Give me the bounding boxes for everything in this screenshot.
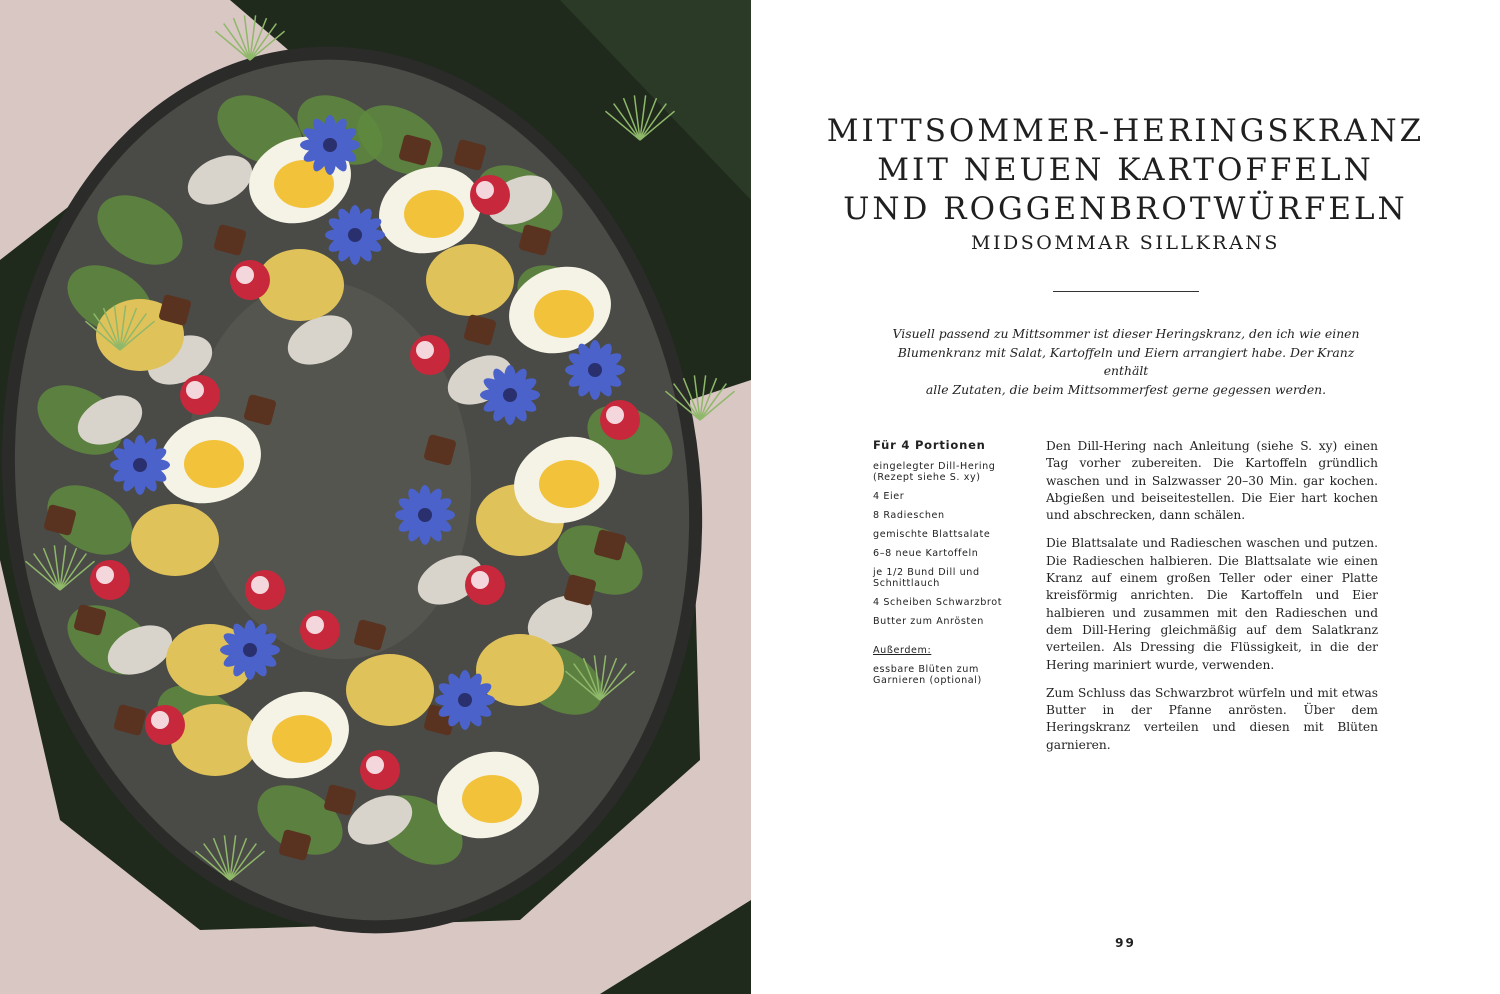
ingredient-item: 6–8 neue Kartoffeln bbox=[873, 548, 979, 559]
cornflower-center bbox=[503, 388, 517, 402]
title-line-1: MITTSOMMER-HERINGSKRANZ bbox=[826, 113, 1425, 149]
egg-yolk bbox=[404, 190, 464, 238]
potato bbox=[131, 504, 219, 576]
cornflower-center bbox=[323, 138, 337, 152]
ingredient-item: 8 Radieschen bbox=[873, 510, 945, 521]
ingredient-item: 4 Eier bbox=[873, 491, 905, 502]
cornflower-center bbox=[133, 458, 147, 472]
radish-cut bbox=[251, 576, 269, 594]
ingredient-item: je 1/2 Bund Dill und Schnittlauch bbox=[873, 567, 980, 589]
ingredient-item: gemischte Blattsalate bbox=[873, 529, 991, 540]
radish-cut bbox=[96, 566, 114, 584]
potato bbox=[426, 244, 514, 316]
egg-yolk bbox=[462, 775, 522, 823]
page-number: 99 bbox=[1115, 936, 1136, 950]
intro-line: Visuell passend zu Mittsommer ist dieser Heringskranz, den ich wie einen bbox=[892, 326, 1360, 341]
egg-yolk bbox=[534, 290, 594, 338]
cornflower-center bbox=[418, 508, 432, 522]
radish-cut bbox=[306, 616, 324, 634]
recipe-title bbox=[751, 112, 1500, 256]
intro-line: Blumenkranz mit Salat, Kartoffeln und Eiern arrangiert habe. Der Kranz enthält bbox=[897, 344, 1355, 379]
method-paragraph: Die Blattsalate und Radieschen waschen und putzen. Die Radieschen halbieren. Die Blattsalate wie einen Kranz auf einem großen Teller oder einer Platte kreisförmig anrichten. Die Kartoffeln und Eier halbieren und zusammen mit den Radieschen und dem Dill-Hering gleichmäßig auf dem Salatkranz verteilen. Als Dressing die Flüssigkeit, in die der Hering mariniert wurde, verwenden. bbox=[1046, 536, 1378, 672]
title-divider bbox=[1053, 291, 1199, 292]
egg-yolk bbox=[539, 460, 599, 508]
method-paragraph: Den Dill-Hering nach Anleitung (siehe S. xy) einen Tag vorher zubereiten. Die Kartoffeln gründlich waschen und in Salzwasser 20–30 Min. gar kochen. Abgießen und beiseitestellen. Die Eier hart kochen und abschrecken, dann schälen. bbox=[1046, 439, 1378, 523]
radish-cut bbox=[186, 381, 204, 399]
recipe-subtitle: MIDSOMMAR SILLKRANS bbox=[971, 232, 1280, 254]
potato bbox=[346, 654, 434, 726]
cornflower-center bbox=[348, 228, 362, 242]
cornflower-center bbox=[588, 363, 602, 377]
radish-cut bbox=[476, 181, 494, 199]
egg-yolk bbox=[272, 715, 332, 763]
servings-heading: Für 4 Portionen bbox=[873, 438, 986, 452]
method-text bbox=[1046, 438, 1378, 765]
title-line-3: UND ROGGENBROTWÜRFELN bbox=[843, 191, 1408, 227]
intro-line: alle Zutaten, die beim Mittsommerfest gerne gegessen werden. bbox=[925, 381, 1327, 397]
cornflower-center bbox=[458, 693, 472, 707]
cornflower-center bbox=[243, 643, 257, 657]
radish-cut bbox=[471, 571, 489, 589]
ingredient-item: Butter zum Anrösten bbox=[873, 616, 984, 627]
recipe-page bbox=[751, 0, 1500, 994]
title-line-2: MIT NEUEN KARTOFFELN bbox=[877, 152, 1374, 188]
radish-cut bbox=[416, 341, 434, 359]
radish-cut bbox=[151, 711, 169, 729]
extra-item: essbare Blüten zum Garnieren (optional) bbox=[873, 664, 982, 686]
radish-cut bbox=[606, 406, 624, 424]
intro-text bbox=[886, 325, 1366, 399]
radish-cut bbox=[236, 266, 254, 284]
ingredient-item: 4 Scheiben Schwarzbrot bbox=[873, 597, 1003, 608]
method-paragraph: Zum Schluss das Schwarzbrot würfeln und mit etwas Butter in der Pfanne anrösten. Über dem Heringskranz verteilen und diesen mit Blüten garnieren. bbox=[1046, 685, 1378, 752]
ingredient-list bbox=[873, 438, 1013, 694]
extras-heading: Außerdem: bbox=[873, 645, 932, 656]
potato bbox=[171, 704, 259, 776]
ingredient-item: eingelegter Dill-Hering (Rezept siehe S. xy) bbox=[873, 461, 996, 483]
radish-cut bbox=[366, 756, 384, 774]
egg-yolk bbox=[184, 440, 244, 488]
